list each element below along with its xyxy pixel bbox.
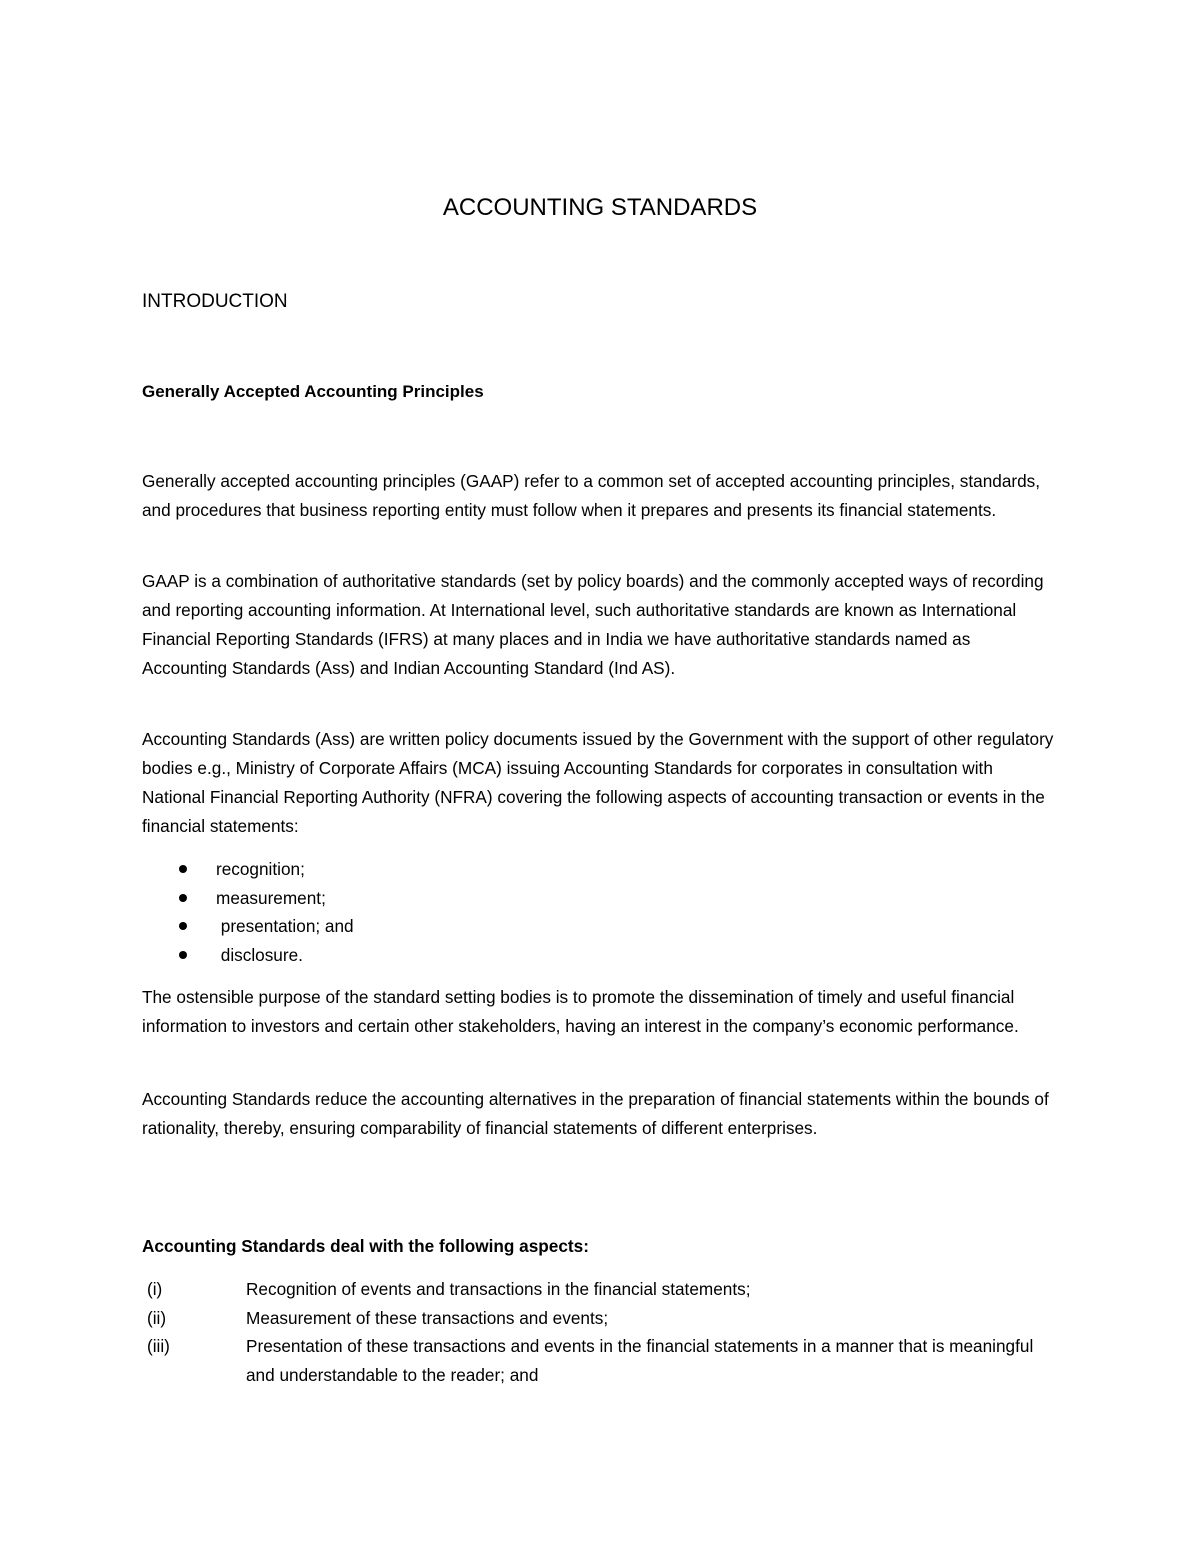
aspects-numbered-list <box>142 1275 1058 1389</box>
list-item <box>142 884 354 913</box>
list-item <box>142 941 354 970</box>
paragraph-ostensible-purpose: The ostensible purpose of the standard setting bodies is to promote the dissemination of timely and useful financial information to investors and certain other stakeholders, having an interest in the company’s economic performance. <box>142 987 1019 1036</box>
list-item <box>142 855 354 884</box>
list-item <box>142 912 354 941</box>
list-item <box>142 1332 1058 1389</box>
bullet-icon <box>179 922 187 930</box>
list-item-text: recognition; <box>216 859 305 879</box>
list-item-text: presentation; and <box>216 916 354 936</box>
paragraph-gaap-combination: GAAP is a combination of authoritative standards (set by policy boards) and the commonly accepted ways of recording and reporting accounting information. At International level, such authoritative standards are known as International Financial Reporting Standards (IFRS) at many places and in India we have authoritative standards named as Accounting Standards (Ass) and Indian Accounting Standard (Ind AS). <box>142 571 1044 678</box>
subheading: Generally Accepted Accounting Principles <box>142 382 484 401</box>
list-item <box>142 1304 1058 1333</box>
document-title: ACCOUNTING STANDARDS <box>442 194 758 221</box>
paragraph-accounting-standards: Accounting Standards (Ass) are written policy documents issued by the Government with the support of other regulatory bodies e.g., Ministry of Corporate Affairs (MCA) issuing Accounting Standards for corporates in consultation with National Financial Reporting Authority (NFRA) covering the following aspects of accounting transaction or events in the financial statements: <box>142 729 1054 836</box>
list-item-number: (ii) <box>147 1307 167 1328</box>
list-item-text: measurement; <box>216 887 326 908</box>
paragraph-reduce-alternatives: Accounting Standards reduce the accounting alternatives in the preparation of financial statements within the bounds of rationality, thereby, ensuring comparability of financial statements of different enterprises. <box>142 1089 1049 1138</box>
aspects-heading: Accounting Standards deal with the following aspects: <box>142 1236 589 1256</box>
bullet-icon <box>179 951 187 959</box>
section-heading: INTRODUCTION <box>142 291 288 312</box>
list-item-text: Presentation of these transactions and events in the financial statements in a manner that is meaningful and understandable to the reader; and <box>246 1336 1034 1385</box>
bullet-icon <box>179 894 187 902</box>
bullet-icon <box>179 865 187 873</box>
list-item-text: Recognition of events and transactions in the financial statements; <box>246 1279 751 1299</box>
list-item <box>142 1275 1058 1304</box>
list-item-number: (iii) <box>147 1336 170 1356</box>
list-item-text: Measurement of these transactions and events; <box>246 1307 609 1328</box>
list-item-number: (i) <box>147 1279 163 1299</box>
aspects-bullet-list <box>142 855 354 969</box>
list-item-text: disclosure. <box>216 944 303 965</box>
paragraph-gaap-definition: Generally accepted accounting principles (GAAP) refer to a common set of accepted accounting principles, standards, and procedures that business reporting entity must follow when it prepares and presents its financial statements. <box>142 471 1041 520</box>
